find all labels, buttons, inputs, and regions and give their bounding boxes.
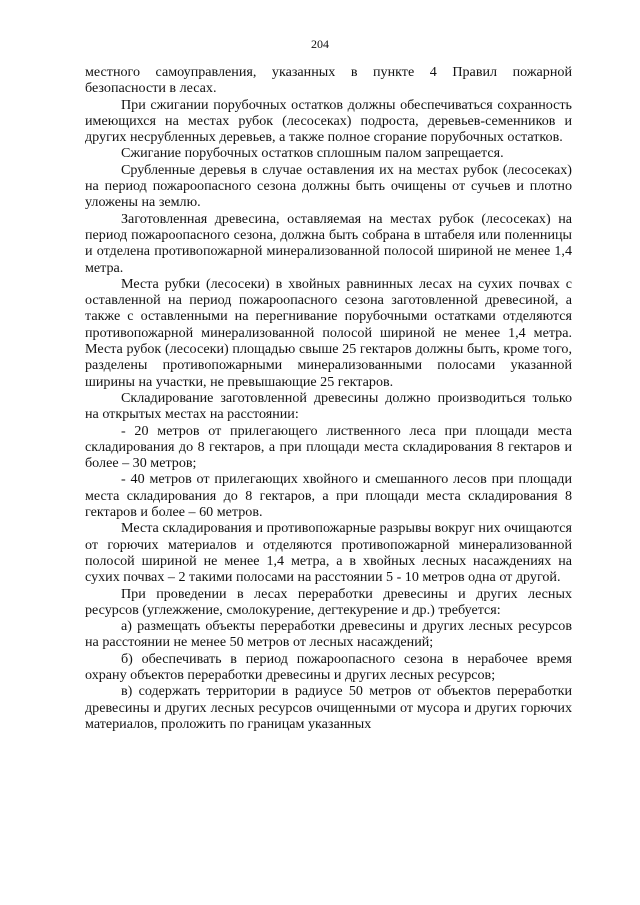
paragraph: б) обеспечивать в период пожароопасного сезона в нерабочее время охрану объектов переработки древесины и других лесных ресурсов; [85, 650, 572, 683]
paragraph: При сжигании порубочных остатков должны обеспечиваться сохранность имеющихся на местах рубок (лесосеках) подроста, деревьев-семенников и других несрубленных деревьев, а также полное сгорание порубочных остатков. [85, 96, 572, 146]
paragraph: При проведении в лесах переработки древесины и других лесных ресурсов (углежжение, смолокурение, дегтекурение и др.) требуется: [85, 585, 572, 618]
paragraph: а) размещать объекты переработки древесины и других лесных ресурсов на расстоянии не менее 50 метров от лесных насаждений; [85, 618, 572, 651]
paragraph: местного самоуправления, указанных в пункте 4 Правил пожарной безопасности в лесах. [85, 64, 572, 97]
paragraph: Места рубки (лесосеки) в хвойных равнинных лесах на сухих почвах с оставленной на период пожароопасного сезона заготовленной древесиной, а также с оставленными на перегнивание порубочными остатками отделяются противопожарной минерализованной полосой шириной не менее 1,4 метра. Места рубок (лесосеки) площадью свыше 25 гектаров должны быть, кроме того, разделены противопожарными минерализованными полосами указанной ширины на участки, не превышающие 25 гектаров. [85, 275, 572, 390]
document-body [85, 64, 572, 732]
paragraph: Сжигание порубочных остатков сплошным палом запрещается. [121, 145, 504, 162]
paragraph: - 40 метров от прилегающих хвойного и смешанного лесов при площади места складирования до 8 гектаров, а при площади места складирования 8 гектаров и более – 60 метров. [85, 471, 572, 521]
page-number: 204 [311, 37, 329, 51]
paragraph: Места складирования и противопожарные разрывы вокруг них очищаются от горючих материалов и отделяются противопожарной минерализованной полосой шириной не менее 1,4 метра, а в хвойных лесных насаждениях на сухих почвах – 2 такими полосами на расстоянии 5 - 10 метров одна от другой. [85, 520, 572, 586]
paragraph: Складирование заготовленной древесины должно производиться только на открытых местах на расстоянии: [85, 389, 572, 423]
paragraph: в) содержать территории в радиусе 50 метров от объектов переработки древесины и других лесных ресурсов очищенными от мусора и других горючих материалов, проложить по границам указанных [85, 683, 572, 732]
paragraph: Срубленные деревья в случае оставления их на местах рубок (лесосеках) на период пожароопасного сезона должны быть очищены от сучьев и плотно уложены на землю. [85, 161, 572, 211]
paragraph: Заготовленная древесина, оставляемая на местах рубок (лесосеках) на период пожароопасного сезона, должна быть собрана в штабеля или поленницы и отделена противопожарной минерализованной полосой шириной не менее 1,4 метра. [85, 210, 572, 276]
paragraph: - 20 метров от прилегающего лиственного леса при площади места складирования до 8 гектаров, а при площади места складирования 8 гектаров и более – 30 метров; [85, 422, 572, 472]
